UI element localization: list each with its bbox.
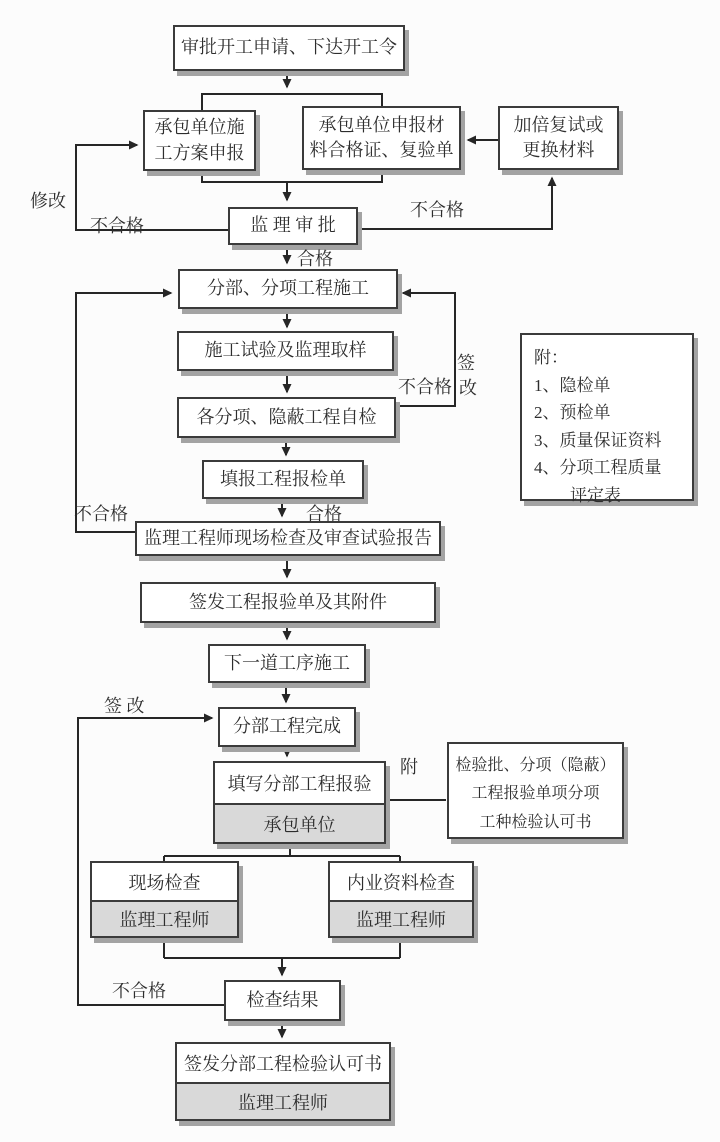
node-engineer-site-review: [135, 521, 441, 556]
node-label: 签发工程报验单及其附件: [189, 591, 387, 612]
node-label: 分部工程完成: [233, 716, 341, 737]
node-subsection-construction: [178, 269, 398, 309]
note-line: 3、质量保证资料: [534, 430, 662, 450]
node-supervisor-review: [228, 207, 358, 245]
edge-label-sign-revise: 签 改: [104, 696, 145, 716]
note-line: 2、预检单: [534, 403, 611, 423]
node-next-process: [208, 644, 366, 683]
node-label-line: 料合格证、复验单: [309, 140, 454, 160]
node-fill-subdivision-report: [213, 761, 386, 844]
edge-label-attach: 附: [400, 757, 418, 777]
edge-label-fail: 不合格: [90, 216, 144, 236]
node-inspection-form: [202, 460, 364, 499]
note-line: 4、分项工程质量: [534, 458, 662, 478]
node-actor-supervisor: 监理工程师: [330, 900, 472, 936]
node-contractor-plan: [143, 110, 256, 171]
edge-label-fail: 不合格: [74, 504, 128, 524]
node-label: 施工试验及监理取样: [204, 340, 367, 361]
node-label: 内业资料检查: [330, 863, 472, 900]
note-line: 评定表: [570, 485, 621, 505]
node-label: 分部、分项工程施工: [207, 278, 369, 299]
node-label: 填写分部工程报验: [215, 763, 384, 803]
node-inspection-result: [224, 980, 341, 1021]
note-line: 工种检验认可书: [479, 813, 592, 831]
edge-label-pass: 合格: [306, 504, 342, 524]
arrow-sitereview-to-construct-loop: [76, 293, 171, 532]
note-line: 1、隐检单: [534, 375, 611, 395]
node-label: 签发分部工程检验认可书: [177, 1044, 389, 1082]
note-line: 附：: [534, 348, 568, 367]
node-label-line: 承包单位施: [154, 117, 245, 138]
node-self-check: [177, 397, 396, 438]
edge-label-pass: 合格: [297, 249, 333, 269]
note-line: 检验批、分项（隐蔽）: [455, 757, 616, 774]
node-issue-acceptance-cert: [175, 1042, 391, 1121]
node-actor-supervisor: 监理工程师: [177, 1082, 389, 1119]
node-issue-inspection-report: [140, 582, 436, 623]
note-attachment-list: [520, 333, 694, 505]
node-label: 填报工程报检单: [220, 468, 346, 489]
node-label-line: 更换材料: [522, 140, 595, 160]
note-line: 工程报验单项分项: [471, 785, 600, 803]
node-actor-contractor: 承包单位: [215, 803, 384, 842]
node-actor-supervisor: 监理工程师: [92, 900, 237, 936]
node-test-sampling: [177, 331, 394, 371]
edge-label-modify: 修改: [30, 191, 66, 211]
node-retest-replace: [498, 106, 619, 170]
edge-label-fail: 不合格: [398, 377, 452, 397]
node-label-line: 承包单位申报材: [318, 114, 445, 135]
edge-label-revise: 改: [459, 378, 477, 398]
node-label: 监 理 审 批: [250, 215, 336, 236]
node-label: 下一道工序施工: [224, 652, 350, 673]
node-label: 各分项、隐蔽工程自检: [196, 406, 377, 427]
note-acceptance-certificate: [447, 742, 624, 839]
node-material-certificates: [302, 106, 461, 170]
edge-label-fail: 不合格: [112, 981, 166, 1001]
node-label: 监理工程师现场检查及审查试验报告: [144, 527, 432, 548]
node-document-inspection: [328, 861, 474, 938]
node-label: 审批开工申请、下达开工令: [181, 37, 397, 58]
node-site-inspection: [90, 861, 239, 938]
edge-label-fail: 不合格: [410, 200, 464, 220]
node-label-line: 加倍复试或: [513, 114, 604, 135]
node-label: 检查结果: [246, 989, 319, 1010]
branch-to-checks: [164, 845, 400, 861]
merge-from-checks: [164, 939, 400, 958]
node-approve-start: [173, 25, 405, 71]
edge-label-sign: 签: [457, 353, 475, 373]
node-subdivision-complete: [218, 707, 356, 747]
node-label: 现场检查: [92, 863, 237, 900]
node-label-line: 工方案申报: [154, 142, 245, 163]
